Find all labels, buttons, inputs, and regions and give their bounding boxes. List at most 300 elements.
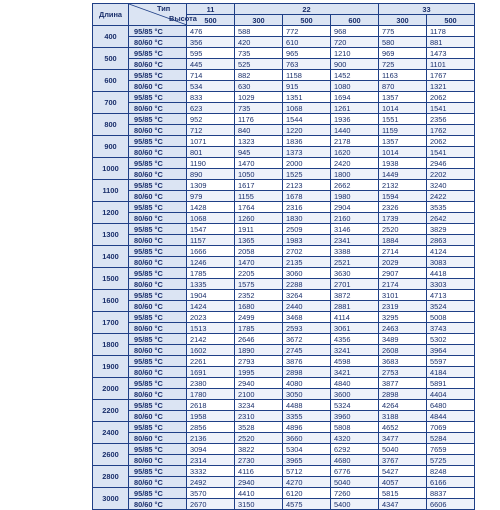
table-row — [93, 257, 475, 268]
heat-output-value-cell: 4844 — [427, 411, 475, 422]
table-body — [93, 26, 475, 510]
heat-output-value-cell: 1836 — [283, 136, 331, 147]
heat-output-value-cell: 5008 — [427, 312, 475, 323]
type-label: Тип — [157, 4, 171, 13]
temperature-mode-label: 80/60 °C — [129, 499, 187, 510]
heat-output-value-cell: 1068 — [283, 103, 331, 114]
heat-output-value-cell: 2135 — [283, 257, 331, 268]
heat-output-value-cell: 5284 — [427, 433, 475, 444]
heat-output-value-cell: 5725 — [427, 455, 475, 466]
heat-output-value-cell: 4418 — [427, 268, 475, 279]
heat-output-value-cell: 4347 — [379, 499, 427, 510]
heat-output-value-cell: 882 — [235, 70, 283, 81]
length-cell: 2000 — [93, 378, 129, 400]
heat-output-value-cell: 1691 — [187, 367, 235, 378]
type-header-11: 11 — [187, 4, 235, 15]
heat-output-value-cell: 870 — [379, 81, 427, 92]
temperature-mode-label: 95/85 °C — [129, 202, 187, 213]
heat-output-value-cell: 534 — [187, 81, 235, 92]
temperature-mode-label: 80/60 °C — [129, 279, 187, 290]
length-cell: 1300 — [93, 224, 129, 246]
heat-output-value-cell: 8837 — [427, 488, 475, 499]
heat-output-value-cell: 1190 — [187, 158, 235, 169]
heat-output-value-cell: 6776 — [331, 466, 379, 477]
temperature-mode-label: 80/60 °C — [129, 389, 187, 400]
heat-output-value-cell: 1602 — [187, 345, 235, 356]
heat-output-value-cell: 1551 — [379, 114, 427, 125]
heat-output-value-cell: 1785 — [235, 323, 283, 334]
table-row — [93, 59, 475, 70]
heat-output-value-cell: 2608 — [379, 345, 427, 356]
heat-output-value-cell: 900 — [331, 59, 379, 70]
table-row — [93, 334, 475, 345]
heat-output-value-cell: 1323 — [235, 136, 283, 147]
heat-output-value-cell: 630 — [235, 81, 283, 92]
temperature-mode-label: 95/85 °C — [129, 290, 187, 301]
heat-output-value-cell: 3264 — [283, 290, 331, 301]
temperature-mode-label: 95/85 °C — [129, 246, 187, 257]
length-cell: 800 — [93, 114, 129, 136]
heat-output-value-cell: 1884 — [379, 235, 427, 246]
table-row — [93, 26, 475, 37]
temperature-mode-label: 95/85 °C — [129, 180, 187, 191]
heat-output-value-cell: 1365 — [235, 235, 283, 246]
heat-output-value-cell: 1767 — [427, 70, 475, 81]
heat-output-value-cell: 6120 — [283, 488, 331, 499]
heat-output-value-cell: 2341 — [331, 235, 379, 246]
heat-output-value-cell: 1357 — [379, 92, 427, 103]
heat-output-value-cell: 1620 — [331, 147, 379, 158]
heat-output-value-cell: 3234 — [235, 400, 283, 411]
table-row — [93, 389, 475, 400]
heat-output-value-cell: 1159 — [379, 125, 427, 136]
heat-output-value-cell: 1694 — [331, 92, 379, 103]
table-row — [93, 488, 475, 499]
heat-output-value-cell: 3083 — [427, 257, 475, 268]
table-row — [93, 103, 475, 114]
table-row — [93, 422, 475, 433]
heat-output-value-cell: 3094 — [187, 444, 235, 455]
heat-output-value-cell: 420 — [235, 37, 283, 48]
heat-output-value-cell: 3964 — [427, 345, 475, 356]
heat-output-value-cell: 2642 — [427, 213, 475, 224]
heat-output-value-cell: 2618 — [187, 400, 235, 411]
heat-output-value-cell: 3101 — [379, 290, 427, 301]
type-header-22: 22 — [235, 4, 379, 15]
heat-output-value-cell: 4057 — [379, 477, 427, 488]
heat-output-value-cell: 3767 — [379, 455, 427, 466]
temperature-mode-label: 80/60 °C — [129, 37, 187, 48]
length-cell: 700 — [93, 92, 129, 114]
heat-output-value-cell: 2202 — [427, 169, 475, 180]
length-cell: 1100 — [93, 180, 129, 202]
heat-output-value-cell: 4124 — [427, 246, 475, 257]
table-row — [93, 279, 475, 290]
table-row — [93, 312, 475, 323]
heat-output-value-cell: 968 — [331, 26, 379, 37]
heat-output-value-cell: 3241 — [331, 345, 379, 356]
heat-output-value-cell: 2356 — [427, 114, 475, 125]
length-cell: 1200 — [93, 202, 129, 224]
heat-output-value-cell: 965 — [283, 48, 331, 59]
heat-output-value-cell: 595 — [187, 48, 235, 59]
height-header-33-500: 500 — [427, 15, 475, 26]
heat-output-value-cell: 890 — [187, 169, 235, 180]
heat-output-value-cell: 3477 — [379, 433, 427, 444]
temperature-mode-label: 95/85 °C — [129, 268, 187, 279]
table-row — [93, 246, 475, 257]
heat-output-value-cell: 1210 — [331, 48, 379, 59]
heat-output-value-cell: 2509 — [283, 224, 331, 235]
table-row — [93, 345, 475, 356]
heat-output-value-cell: 3829 — [427, 224, 475, 235]
heat-output-value-cell: 3822 — [235, 444, 283, 455]
heat-output-value-cell: 720 — [331, 37, 379, 48]
heat-output-table — [92, 3, 475, 510]
temperature-mode-label: 95/85 °C — [129, 26, 187, 37]
heat-output-value-cell: 4404 — [427, 389, 475, 400]
table-row — [93, 180, 475, 191]
table-row — [93, 213, 475, 224]
heat-output-value-cell: 588 — [235, 26, 283, 37]
heat-output-value-cell: 2178 — [331, 136, 379, 147]
heat-output-value-cell: 775 — [379, 26, 427, 37]
temperature-mode-label: 80/60 °C — [129, 81, 187, 92]
heat-output-value-cell: 2881 — [331, 301, 379, 312]
heat-output-value-cell: 1163 — [379, 70, 427, 81]
heat-output-value-cell: 2023 — [187, 312, 235, 323]
heat-output-value-cell: 2058 — [235, 246, 283, 257]
heat-output-value-cell: 525 — [235, 59, 283, 70]
heat-output-value-cell: 623 — [187, 103, 235, 114]
heat-output-value-cell: 2793 — [235, 356, 283, 367]
table-row — [93, 81, 475, 92]
heat-output-value-cell: 2352 — [235, 290, 283, 301]
heat-output-value-cell: 3050 — [283, 389, 331, 400]
table-row — [93, 235, 475, 246]
length-cell: 2600 — [93, 444, 129, 466]
heat-output-value-cell: 1470 — [235, 257, 283, 268]
temperature-mode-label: 80/60 °C — [129, 235, 187, 246]
heat-output-value-cell: 3150 — [235, 499, 283, 510]
heat-output-value-cell: 5427 — [379, 466, 427, 477]
heat-output-value-cell: 2422 — [427, 191, 475, 202]
heat-output-value-cell: 801 — [187, 147, 235, 158]
heat-output-value-cell: 3528 — [235, 422, 283, 433]
heat-output-value-cell: 2520 — [235, 433, 283, 444]
heat-output-value-cell: 3240 — [427, 180, 475, 191]
heat-output-value-cell: 3060 — [283, 268, 331, 279]
heat-output-value-cell: 1470 — [235, 158, 283, 169]
height-header-22-500: 500 — [283, 15, 331, 26]
temperature-mode-label: 95/85 °C — [129, 158, 187, 169]
temperature-mode-label: 80/60 °C — [129, 455, 187, 466]
heat-output-value-cell: 1575 — [235, 279, 283, 290]
heat-output-value-cell: 4713 — [427, 290, 475, 301]
heat-output-value-cell: 1983 — [283, 235, 331, 246]
temperature-mode-label: 80/60 °C — [129, 213, 187, 224]
heat-output-value-cell: 1678 — [283, 191, 331, 202]
length-cell: 1700 — [93, 312, 129, 334]
length-cell: 1400 — [93, 246, 129, 268]
heat-output-value-cell: 2730 — [235, 455, 283, 466]
length-cell: 900 — [93, 136, 129, 158]
heat-output-value-cell: 1780 — [187, 389, 235, 400]
table-row — [93, 268, 475, 279]
heat-output-value-cell: 2314 — [187, 455, 235, 466]
heat-output-value-cell: 1157 — [187, 235, 235, 246]
table-row — [93, 301, 475, 312]
table-row — [93, 499, 475, 510]
length-cell: 1500 — [93, 268, 129, 290]
heat-output-value-cell: 5304 — [283, 444, 331, 455]
length-cell: 1800 — [93, 334, 129, 356]
heat-output-value-cell: 2662 — [331, 180, 379, 191]
heat-output-value-cell: 725 — [379, 59, 427, 70]
heat-output-value-cell: 5324 — [331, 400, 379, 411]
heat-output-value-cell: 4575 — [283, 499, 331, 510]
heat-output-value-cell: 840 — [235, 125, 283, 136]
heat-output-value-cell: 2062 — [427, 136, 475, 147]
heat-output-value-cell: 5891 — [427, 378, 475, 389]
table-row — [93, 356, 475, 367]
heat-output-value-cell: 2310 — [235, 411, 283, 422]
heat-output-value-cell: 1541 — [427, 103, 475, 114]
heat-output-value-cell: 2898 — [379, 389, 427, 400]
heat-output-value-cell: 2174 — [379, 279, 427, 290]
heat-output-value-cell: 3660 — [283, 433, 331, 444]
table-row — [93, 290, 475, 301]
table-row — [93, 48, 475, 59]
heat-output-value-cell: 1547 — [187, 224, 235, 235]
heat-output-value-cell: 1525 — [283, 169, 331, 180]
heat-output-value-cell: 3535 — [427, 202, 475, 213]
table-row — [93, 378, 475, 389]
height-header-33-300: 300 — [379, 15, 427, 26]
height-header-22-600: 600 — [331, 15, 379, 26]
heat-output-value-cell: 1071 — [187, 136, 235, 147]
heat-output-value-cell: 3960 — [331, 411, 379, 422]
heat-output-value-cell: 2000 — [283, 158, 331, 169]
heat-output-value-cell: 979 — [187, 191, 235, 202]
heat-output-value-cell: 5815 — [379, 488, 427, 499]
heat-output-value-cell: 1176 — [235, 114, 283, 125]
height-header-22-300: 300 — [235, 15, 283, 26]
heat-output-value-cell: 2646 — [235, 334, 283, 345]
heat-output-value-cell: 1980 — [331, 191, 379, 202]
heat-output-value-cell: 1428 — [187, 202, 235, 213]
heat-output-value-cell: 2142 — [187, 334, 235, 345]
temperature-mode-label: 95/85 °C — [129, 48, 187, 59]
table-row — [93, 70, 475, 81]
heat-output-value-cell: 2160 — [331, 213, 379, 224]
heat-output-value-cell: 5400 — [331, 499, 379, 510]
temperature-mode-label: 95/85 °C — [129, 334, 187, 345]
heat-output-value-cell: 763 — [283, 59, 331, 70]
heat-output-value-cell: 1958 — [187, 411, 235, 422]
temperature-mode-label: 95/85 °C — [129, 92, 187, 103]
temperature-mode-label: 95/85 °C — [129, 224, 187, 235]
heat-output-value-cell: 712 — [187, 125, 235, 136]
heat-output-value-cell: 1911 — [235, 224, 283, 235]
heat-output-value-cell: 610 — [283, 37, 331, 48]
heat-output-value-cell: 2319 — [379, 301, 427, 312]
table-row — [93, 323, 475, 334]
heat-output-value-cell: 1440 — [331, 125, 379, 136]
heat-output-value-cell: 3630 — [331, 268, 379, 279]
heat-output-value-cell: 1158 — [283, 70, 331, 81]
heat-output-value-cell: 1544 — [283, 114, 331, 125]
heat-output-value-cell: 5712 — [283, 466, 331, 477]
heat-output-value-cell: 3355 — [283, 411, 331, 422]
heat-output-value-cell: 2440 — [283, 301, 331, 312]
heat-output-value-cell: 3570 — [187, 488, 235, 499]
heat-output-value-cell: 1357 — [379, 136, 427, 147]
heat-output-value-cell: 2745 — [283, 345, 331, 356]
table-row — [93, 37, 475, 48]
length-cell: 2400 — [93, 422, 129, 444]
height-header-11-500: 500 — [187, 15, 235, 26]
heat-output-value-cell: 3421 — [331, 367, 379, 378]
heat-output-value-cell: 3295 — [379, 312, 427, 323]
heat-output-value-cell: 3489 — [379, 334, 427, 345]
heat-output-value-cell: 4080 — [283, 378, 331, 389]
temperature-mode-label: 95/85 °C — [129, 114, 187, 125]
table-row — [93, 400, 475, 411]
temperature-mode-label: 80/60 °C — [129, 125, 187, 136]
length-cell: 2800 — [93, 466, 129, 488]
heat-output-value-cell: 1473 — [427, 48, 475, 59]
table-row — [93, 477, 475, 488]
length-cell: 1000 — [93, 158, 129, 180]
heat-output-value-cell: 1261 — [331, 103, 379, 114]
table-row — [93, 136, 475, 147]
temperature-mode-label: 80/60 °C — [129, 433, 187, 444]
heat-output-value-cell: 3146 — [331, 224, 379, 235]
heat-output-value-cell: 3965 — [283, 455, 331, 466]
temperature-mode-label: 80/60 °C — [129, 147, 187, 158]
heat-output-value-cell: 7069 — [427, 422, 475, 433]
heat-output-value-cell: 6480 — [427, 400, 475, 411]
temperature-mode-label: 95/85 °C — [129, 488, 187, 499]
heat-output-value-cell: 881 — [427, 37, 475, 48]
length-cell: 3000 — [93, 488, 129, 510]
heat-output-value-cell: 3683 — [379, 356, 427, 367]
heat-output-value-cell: 3524 — [427, 301, 475, 312]
heat-output-value-cell: 945 — [235, 147, 283, 158]
table-row — [93, 147, 475, 158]
heat-output-value-cell: 1995 — [235, 367, 283, 378]
heat-output-value-cell: 3332 — [187, 466, 235, 477]
heat-output-value-cell: 1014 — [379, 103, 427, 114]
heat-output-value-cell: 3468 — [283, 312, 331, 323]
heat-output-value-cell: 4410 — [235, 488, 283, 499]
heat-output-value-cell: 1178 — [427, 26, 475, 37]
heat-output-value-cell: 1373 — [283, 147, 331, 158]
heat-output-value-cell: 1541 — [427, 147, 475, 158]
heat-output-value-cell: 476 — [187, 26, 235, 37]
heat-output-value-cell: 2946 — [427, 158, 475, 169]
heat-output-value-cell: 3388 — [331, 246, 379, 257]
heat-output-value-cell: 1029 — [235, 92, 283, 103]
heat-output-value-cell: 5808 — [331, 422, 379, 433]
heat-output-value-cell: 1904 — [187, 290, 235, 301]
temperature-mode-label: 80/60 °C — [129, 103, 187, 114]
table-row — [93, 224, 475, 235]
heat-output-value-cell: 1050 — [235, 169, 283, 180]
heat-output-value-cell: 3872 — [331, 290, 379, 301]
heat-output-value-cell: 3876 — [283, 356, 331, 367]
heat-output-value-cell: 1594 — [379, 191, 427, 202]
temperature-mode-label: 80/60 °C — [129, 191, 187, 202]
table-row — [93, 125, 475, 136]
heat-output-value-cell: 2029 — [379, 257, 427, 268]
table-row — [93, 92, 475, 103]
heat-output-value-cell: 915 — [283, 81, 331, 92]
heat-output-value-cell: 2521 — [331, 257, 379, 268]
heat-output-value-cell: 4488 — [283, 400, 331, 411]
heat-output-value-cell: 2863 — [427, 235, 475, 246]
heat-output-value-cell: 4114 — [331, 312, 379, 323]
heat-output-value-cell: 1449 — [379, 169, 427, 180]
heat-output-value-cell: 2123 — [283, 180, 331, 191]
table-row — [93, 444, 475, 455]
heat-output-value-cell: 2288 — [283, 279, 331, 290]
temperature-mode-label: 95/85 °C — [129, 70, 187, 81]
heat-output-value-cell: 2136 — [187, 433, 235, 444]
heat-output-value-cell: 4652 — [379, 422, 427, 433]
heat-output-value-cell: 1260 — [235, 213, 283, 224]
heat-output-value-cell: 2492 — [187, 477, 235, 488]
heat-output-value-cell: 2904 — [331, 202, 379, 213]
table-row — [93, 191, 475, 202]
length-cell: 500 — [93, 48, 129, 70]
heat-output-value-cell: 1452 — [331, 70, 379, 81]
heat-output-value-cell: 2420 — [331, 158, 379, 169]
heat-output-value-cell: 2898 — [283, 367, 331, 378]
table-row — [93, 169, 475, 180]
heat-output-value-cell: 1666 — [187, 246, 235, 257]
heat-output-value-cell: 3188 — [379, 411, 427, 422]
heat-output-value-cell: 1785 — [187, 268, 235, 279]
heat-output-value-cell: 2326 — [379, 202, 427, 213]
heat-output-value-cell: 735 — [235, 103, 283, 114]
heat-output-value-cell: 1938 — [379, 158, 427, 169]
heat-output-value-cell: 7260 — [331, 488, 379, 499]
temperature-mode-label: 95/85 °C — [129, 378, 187, 389]
table-row — [93, 466, 475, 477]
temperature-mode-label: 80/60 °C — [129, 257, 187, 268]
type-header-33: 33 — [379, 4, 475, 15]
heat-output-value-cell: 2670 — [187, 499, 235, 510]
heat-output-value-cell: 735 — [235, 48, 283, 59]
length-cell: 600 — [93, 70, 129, 92]
table-row — [93, 114, 475, 125]
heat-output-value-cell: 952 — [187, 114, 235, 125]
heat-output-value-cell: 3743 — [427, 323, 475, 334]
height-label: Высота — [169, 14, 197, 23]
table-row — [93, 158, 475, 169]
heat-output-value-cell: 2205 — [235, 268, 283, 279]
temperature-mode-label: 80/60 °C — [129, 367, 187, 378]
heat-output-value-cell: 5597 — [427, 356, 475, 367]
table-row — [93, 455, 475, 466]
heat-output-value-cell: 4840 — [331, 378, 379, 389]
heat-output-value-cell: 1351 — [283, 92, 331, 103]
temperature-mode-label: 95/85 °C — [129, 136, 187, 147]
heat-output-value-cell: 3877 — [379, 378, 427, 389]
type-height-corner-header — [129, 4, 197, 26]
